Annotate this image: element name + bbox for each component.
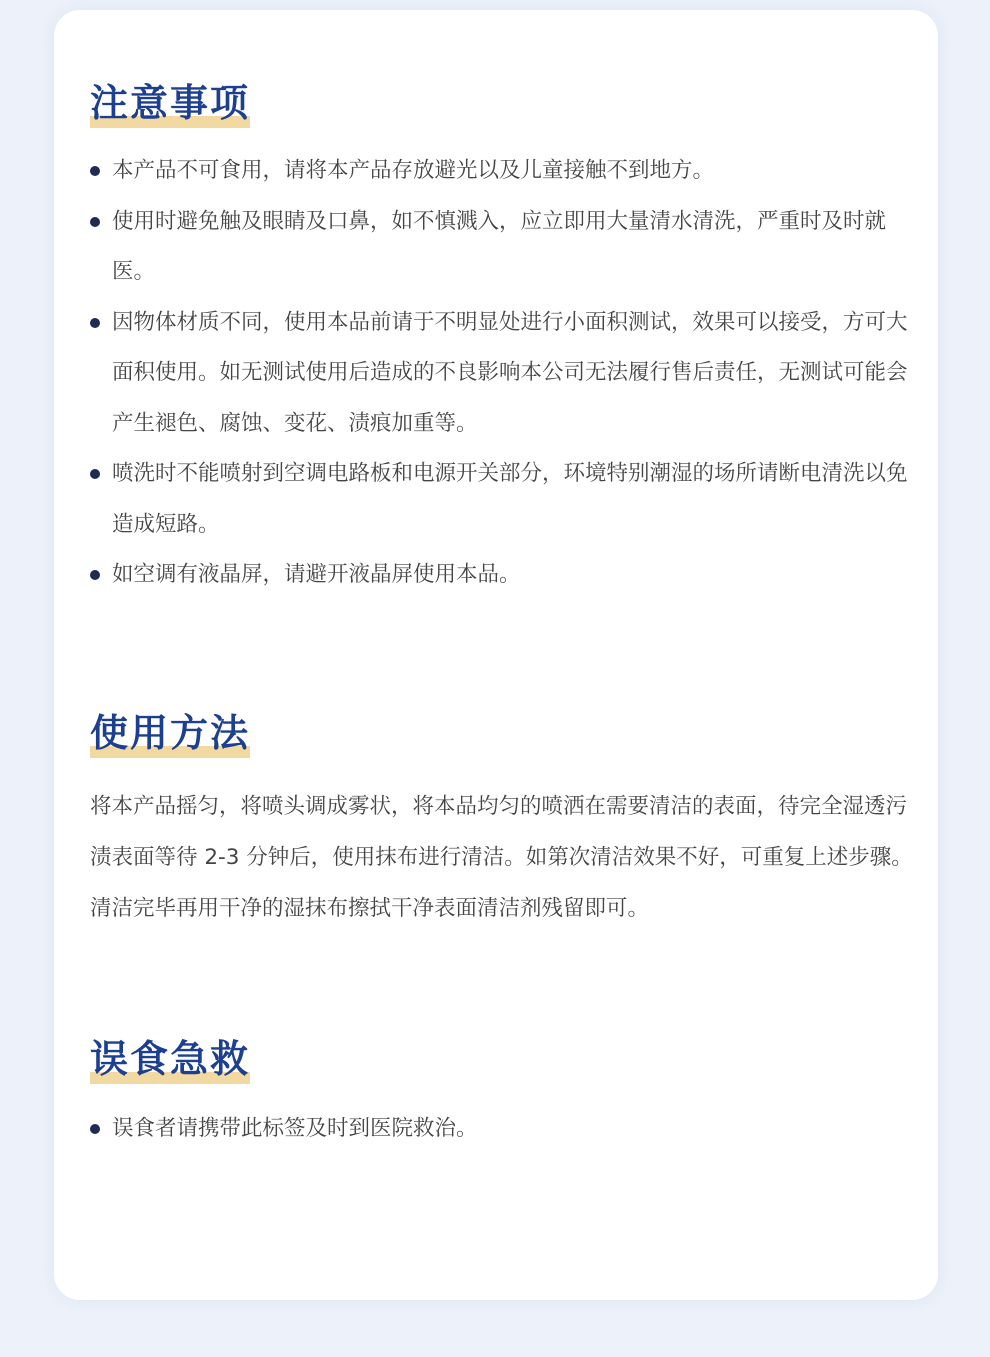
precautions-title: 注意事项: [90, 81, 251, 125]
list-item-text: 喷洗时不能喷射到空调电路板和电源开关部分，环境特别潮湿的场所请断电清洗以免造成短路。: [112, 461, 908, 537]
list-item: [90, 298, 918, 450]
precautions-list: [90, 146, 918, 601]
list-item-text: 使用时避免触及眼睛及口鼻，如不慎溅入，应立即用大量清水清洗，严重时及时就医。: [112, 208, 887, 284]
bullet-dot-icon: [90, 1124, 100, 1134]
precautions-section: [90, 78, 918, 601]
list-item-text: 如空调有液晶屏，请避开液晶屏使用本品。: [112, 562, 521, 587]
bullet-dot-icon: [90, 318, 100, 328]
list-item-text: 因物体材质不同，使用本品前请于不明显处进行小面积测试，效果可以接受，方可大面积使用。如无测试使用后造成的不良影响本公司无法履行售后责任，无测试可能会产生褪色、腐蚀、变花、渍痕加重等。: [112, 309, 908, 436]
list-item: [90, 550, 918, 601]
usage-instructions: 将本产品摇匀，将喷头调成雾状，将本品均匀的喷洒在需要清洁的表面，待完全湿透污渍表面等待 2-3 分钟后，使用抹布进行清洁。如第次清洁效果不好，可重复上述步骤。清洁完毕再用干净的湿抹布擦拭干净表面清洁剂残留即可。: [90, 794, 913, 921]
usage-heading: [90, 708, 250, 758]
bullet-dot-icon: [90, 166, 100, 176]
bullet-dot-icon: [90, 570, 100, 580]
usage-title: 使用方法: [90, 711, 251, 755]
list-item-text: 误食者请携带此标签及时到医院救治。: [112, 1116, 478, 1141]
bullet-dot-icon: [90, 217, 100, 227]
first-aid-section: [90, 1034, 918, 1155]
list-item: [90, 146, 918, 197]
first-aid-title: 误食急救: [90, 1037, 251, 1081]
first-aid-heading: [90, 1034, 250, 1084]
usage-section: [90, 708, 918, 934]
content-card: [54, 10, 938, 1300]
list-item-text: 本产品不可食用，请将本产品存放避光以及儿童接触不到地方。: [112, 158, 715, 183]
bullet-dot-icon: [90, 469, 100, 479]
list-item: [90, 449, 918, 550]
first-aid-list: [90, 1104, 918, 1155]
list-item: [90, 1104, 918, 1155]
precautions-heading: [90, 78, 250, 128]
list-item: [90, 197, 918, 298]
